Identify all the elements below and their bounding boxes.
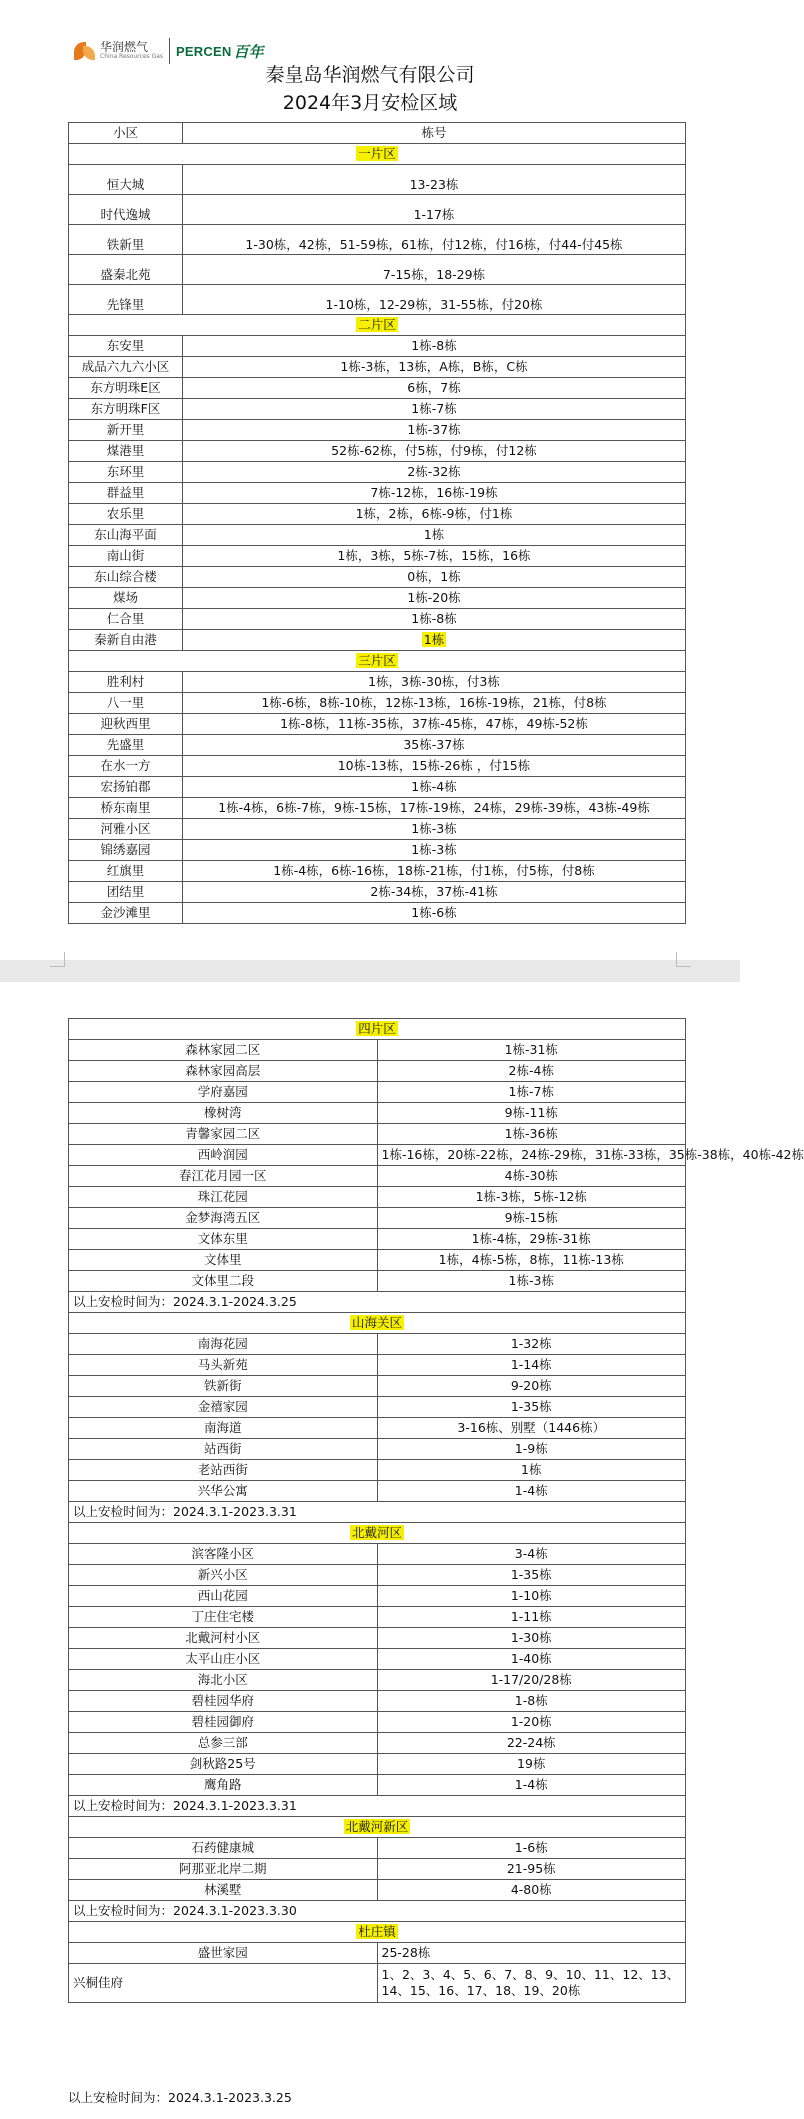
table-row [69, 1733, 686, 1754]
building-numbers: 10栋-13栋，15栋-26栋 ，付15栋 [183, 756, 686, 777]
building-numbers: 6栋，7栋 [183, 378, 686, 399]
building-numbers: 25-28栋 [377, 1943, 686, 1964]
community-name: 丁庄住宅楼 [69, 1607, 378, 1628]
section-row [69, 1523, 686, 1544]
table-row [69, 1691, 686, 1712]
community-name: 铁新里 [69, 225, 183, 255]
section-title: 二片区 [358, 317, 396, 332]
building-numbers: 1栋-20栋 [183, 588, 686, 609]
section-cell [69, 1922, 686, 1943]
inspection-time-row [69, 1292, 686, 1313]
section-title: 三片区 [358, 653, 396, 668]
building-numbers: 22-24栋 [377, 1733, 686, 1754]
table-row [69, 1544, 686, 1565]
section-cell [69, 651, 686, 672]
community-name: 新开里 [69, 420, 183, 441]
inspection-time-note: 以上安检时间为：2024.3.1-2023.3.31 [69, 1502, 686, 1523]
community-name: 先锋里 [69, 285, 183, 315]
community-name: 剑秋路25号 [69, 1754, 378, 1775]
section-row [69, 144, 686, 165]
section-row [69, 1313, 686, 1334]
building-numbers: 1、2、3、4、5、6、7、8、9、10、11、12、13、14、15、16、17、18、19、20栋 [377, 1964, 686, 2003]
building-numbers: 1栋-37栋 [183, 420, 686, 441]
table-row [69, 1145, 686, 1166]
table-header-row [69, 123, 686, 144]
table-row [69, 1460, 686, 1481]
community-name: 站西街 [69, 1439, 378, 1460]
community-name: 群益里 [69, 483, 183, 504]
building-numbers: 1-17/20/28栋 [377, 1670, 686, 1691]
table-row [69, 1418, 686, 1439]
building-numbers: 4栋-30栋 [377, 1166, 686, 1187]
table-row [69, 588, 686, 609]
table-row [69, 609, 686, 630]
building-numbers: 1栋-4栋，29栋-31栋 [377, 1229, 686, 1250]
building-numbers: 1-10栋 [377, 1586, 686, 1607]
community-name: 桥东南里 [69, 798, 183, 819]
footer-inspection-time: 以上安检时间为：2024.3.1-2023.3.25 [68, 2090, 292, 2105]
table-row [69, 1565, 686, 1586]
building-numbers: 21-95栋 [377, 1859, 686, 1880]
section-cell [69, 1523, 686, 1544]
building-numbers: 1-35栋 [377, 1565, 686, 1586]
community-name: 文体东里 [69, 1229, 378, 1250]
building-numbers: 19栋 [377, 1754, 686, 1775]
community-name: 红旗里 [69, 861, 183, 882]
community-name: 宏扬铂郡 [69, 777, 183, 798]
building-numbers: 1-4栋 [377, 1775, 686, 1796]
table-row [69, 357, 686, 378]
table-row [69, 1712, 686, 1733]
section-row [69, 651, 686, 672]
building-numbers: 2栋-34栋，37栋-41栋 [183, 882, 686, 903]
table-row [69, 1397, 686, 1418]
community-name: 南海道 [69, 1418, 378, 1439]
table-row [69, 1859, 686, 1880]
inspection-table-page-2 [68, 1018, 804, 2003]
building-numbers: 1-9栋 [377, 1439, 686, 1460]
community-name: 锦绣嘉园 [69, 840, 183, 861]
community-name: 煤港里 [69, 441, 183, 462]
building-numbers: 7栋-12栋，16栋-19栋 [183, 483, 686, 504]
table-row [69, 798, 686, 819]
community-name: 东山海平面 [69, 525, 183, 546]
community-name: 东山综合楼 [69, 567, 183, 588]
logo-en-name: China Resources Gas [100, 53, 164, 60]
section-title: 山海关区 [351, 1315, 402, 1330]
community-name: 时代逸城 [69, 195, 183, 225]
table-row [69, 504, 686, 525]
community-name: 南海花园 [69, 1334, 378, 1355]
community-name: 兴桐佳府 [69, 1964, 378, 2003]
table-row [69, 1355, 686, 1376]
table-row [69, 693, 686, 714]
building-numbers: 9栋-15栋 [377, 1208, 686, 1229]
building-numbers [183, 630, 686, 651]
community-name: 春江花月园一区 [69, 1166, 378, 1187]
community-name: 石药健康城 [69, 1838, 378, 1859]
inspection-time-row [69, 1502, 686, 1523]
table-row [69, 336, 686, 357]
section-title: 北戴河区 [351, 1525, 402, 1540]
building-numbers: 7-15栋，18-29栋 [183, 255, 686, 285]
document-title: 秦皇岛华润燃气有限公司 [265, 64, 475, 86]
community-name: 东环里 [69, 462, 183, 483]
table-row [69, 441, 686, 462]
table-row [69, 735, 686, 756]
percen-logo: PERCEN [176, 43, 232, 59]
inspection-time-note: 以上安检时间为：2024.3.1-2023.3.31 [69, 1796, 686, 1817]
section-cell [69, 315, 686, 336]
table-row [69, 840, 686, 861]
table-row [69, 777, 686, 798]
table-row [69, 1586, 686, 1607]
building-numbers: 1栋，3栋-30栋，付3栋 [183, 672, 686, 693]
community-name: 金禧家园 [69, 1397, 378, 1418]
building-numbers: 1栋-3栋 [377, 1271, 686, 1292]
community-name: 兴华公寓 [69, 1481, 378, 1502]
community-name: 总参三部 [69, 1733, 378, 1754]
community-name: 马头新苑 [69, 1355, 378, 1376]
building-numbers: 1-35栋 [377, 1397, 686, 1418]
section-cell [69, 1817, 686, 1838]
building-numbers: 1栋-8栋，11栋-35栋，37栋-45栋，47栋，49栋-52栋 [183, 714, 686, 735]
table-row [69, 819, 686, 840]
crop-mark [676, 952, 691, 967]
community-name: 珠江花园 [69, 1187, 378, 1208]
community-name: 阿那亚北岸二期 [69, 1859, 378, 1880]
table-row [69, 1166, 686, 1187]
building-numbers: 9-20栋 [377, 1376, 686, 1397]
building-numbers: 52栋-62栋，付5栋，付9栋，付12栋 [183, 441, 686, 462]
community-name: 恒大城 [69, 165, 183, 195]
community-name: 盛世家园 [69, 1943, 378, 1964]
building-numbers: 1栋 [183, 525, 686, 546]
table-row [69, 420, 686, 441]
community-name: 碧桂园御府 [69, 1712, 378, 1733]
community-name: 在水一方 [69, 756, 183, 777]
table-row [69, 378, 686, 399]
header-community: 小区 [69, 123, 183, 144]
table-row [69, 1334, 686, 1355]
table-row [69, 1124, 686, 1145]
inspection-time-note: 以上安检时间为：2024.3.1-2024.3.25 [69, 1292, 686, 1313]
building-numbers: 1栋-4栋，6栋-7栋，9栋-15栋，17栋-19栋，24栋，29栋-39栋，43栋-49栋 [183, 798, 686, 819]
building-numbers: 1栋，3栋，5栋-7栋，15栋，16栋 [183, 546, 686, 567]
crop-mark [50, 952, 65, 967]
table-row [69, 1943, 686, 1964]
inspection-time-row [69, 1901, 686, 1922]
building-numbers: 0栋，1栋 [183, 567, 686, 588]
community-name: 学府嘉园 [69, 1082, 378, 1103]
table-row [69, 165, 686, 195]
building-numbers: 1栋-4栋，6栋-16栋，18栋-21栋，付1栋，付5栋，付8栋 [183, 861, 686, 882]
building-numbers: 1栋，4栋-5栋，8栋，11栋-13栋 [377, 1250, 686, 1271]
section-cell [69, 1019, 686, 1040]
table-row [69, 1838, 686, 1859]
community-name: 东安里 [69, 336, 183, 357]
community-name: 八一里 [69, 693, 183, 714]
community-name: 成品六九六小区 [69, 357, 183, 378]
table-row [69, 195, 686, 225]
community-name: 老站西街 [69, 1460, 378, 1481]
building-numbers: 1栋-6栋，8栋-10栋，12栋-13栋，16栋-19栋，21栋，付8栋 [183, 693, 686, 714]
section-row [69, 1922, 686, 1943]
building-numbers: 1栋-3栋 [183, 840, 686, 861]
page-gap [0, 960, 740, 982]
table-row [69, 714, 686, 735]
table-row [69, 882, 686, 903]
inspection-table-page-1 [68, 122, 686, 924]
document-page-2 [0, 982, 804, 2119]
table-row [69, 483, 686, 504]
building-numbers: 1栋-16栋，20栋-22栋，24栋-29栋，31栋-33栋，35栋-38栋，40栋-42栋 [377, 1145, 686, 1166]
table-row [69, 1670, 686, 1691]
building-numbers: 1-11栋 [377, 1607, 686, 1628]
table-row [69, 1040, 686, 1061]
section-row [69, 315, 686, 336]
table-row [69, 462, 686, 483]
building-numbers: 1栋-6栋 [183, 903, 686, 924]
building-numbers: 1栋-8栋 [183, 609, 686, 630]
table-row [69, 672, 686, 693]
table-row [69, 630, 686, 651]
building-numbers: 2栋-32栋 [183, 462, 686, 483]
community-name: 文体里二段 [69, 1271, 378, 1292]
table-row [69, 1754, 686, 1775]
community-name: 北戴河村小区 [69, 1628, 378, 1649]
table-row [69, 1376, 686, 1397]
community-name: 南山街 [69, 546, 183, 567]
table-row [69, 1187, 686, 1208]
table-row [69, 399, 686, 420]
table-row [69, 903, 686, 924]
building-numbers: 3-16栋、别墅（1446栋） [377, 1418, 686, 1439]
building-numbers: 2栋-4栋 [377, 1061, 686, 1082]
community-name: 团结里 [69, 882, 183, 903]
table-row [69, 525, 686, 546]
community-name: 秦新自由港 [69, 630, 183, 651]
building-numbers: 1栋-3栋，13栋，A栋，B栋，C栋 [183, 357, 686, 378]
community-name: 西岭润园 [69, 1145, 378, 1166]
building-numbers: 1-40栋 [377, 1649, 686, 1670]
table-row [69, 1628, 686, 1649]
section-row [69, 1817, 686, 1838]
highlighted-value: 1栋 [423, 632, 445, 647]
china-resources-logo-icon [74, 40, 96, 62]
section-title: 北戴河新区 [345, 1819, 409, 1834]
table-row [69, 1481, 686, 1502]
community-name: 碧桂园华府 [69, 1691, 378, 1712]
community-name: 东方明珠F区 [69, 399, 183, 420]
table-row [69, 255, 686, 285]
table-row [69, 225, 686, 255]
table-row [69, 1250, 686, 1271]
community-name: 滨客隆小区 [69, 1544, 378, 1565]
community-name: 青馨家园二区 [69, 1124, 378, 1145]
logo-cn-name: 华润燃气 [100, 40, 149, 54]
building-numbers: 1-30栋 [377, 1628, 686, 1649]
building-numbers: 9栋-11栋 [377, 1103, 686, 1124]
section-title: 杜庄镇 [358, 1924, 396, 1939]
building-numbers: 1栋-31栋 [377, 1040, 686, 1061]
community-name: 东方明珠E区 [69, 378, 183, 399]
table-row [69, 1649, 686, 1670]
community-name: 太平山庄小区 [69, 1649, 378, 1670]
building-numbers: 1栋 [377, 1460, 686, 1481]
building-numbers: 1-4栋 [377, 1481, 686, 1502]
community-name: 煤场 [69, 588, 183, 609]
community-name: 盛秦北苑 [69, 255, 183, 285]
community-name: 铁新街 [69, 1376, 378, 1397]
table-row [69, 1607, 686, 1628]
building-numbers: 1-20栋 [377, 1712, 686, 1733]
table-row [69, 756, 686, 777]
community-name: 新兴小区 [69, 1565, 378, 1586]
inspection-time-note: 以上安检时间为：2024.3.1-2023.3.30 [69, 1901, 686, 1922]
table-row [69, 1208, 686, 1229]
table-row [69, 285, 686, 315]
building-numbers: 1栋-3栋 [183, 819, 686, 840]
community-name: 农乐里 [69, 504, 183, 525]
section-cell [69, 1313, 686, 1334]
table-row [69, 1061, 686, 1082]
table-row [69, 1103, 686, 1124]
table-row [69, 1229, 686, 1250]
table-row [69, 546, 686, 567]
community-name: 鹰角路 [69, 1775, 378, 1796]
table-row [69, 1271, 686, 1292]
building-numbers: 1栋-36栋 [377, 1124, 686, 1145]
building-numbers: 1-32栋 [377, 1334, 686, 1355]
building-numbers: 4-80栋 [377, 1880, 686, 1901]
building-numbers: 1栋-7栋 [183, 399, 686, 420]
community-name: 西山花园 [69, 1586, 378, 1607]
section-title: 四片区 [358, 1021, 396, 1036]
community-name: 先盛里 [69, 735, 183, 756]
community-name: 文体里 [69, 1250, 378, 1271]
building-numbers: 1-30栋，42栋，51-59栋，61栋，付12栋，付16栋，付44-付45栋 [183, 225, 686, 255]
building-numbers: 1栋-8栋 [183, 336, 686, 357]
community-name: 河雅小区 [69, 819, 183, 840]
community-name: 海北小区 [69, 1670, 378, 1691]
community-name: 金沙滩里 [69, 903, 183, 924]
section-cell [69, 144, 686, 165]
header-building: 栋号 [183, 123, 686, 144]
building-numbers: 3-4栋 [377, 1544, 686, 1565]
community-name: 仁合里 [69, 609, 183, 630]
community-name: 胜利村 [69, 672, 183, 693]
community-name: 金梦海湾五区 [69, 1208, 378, 1229]
community-name: 森林家园二区 [69, 1040, 378, 1061]
building-numbers: 1栋-7栋 [377, 1082, 686, 1103]
table-row [69, 1880, 686, 1901]
section-row [69, 1019, 686, 1040]
building-numbers: 1-14栋 [377, 1355, 686, 1376]
document-subtitle: 2024年3月安检区域 [282, 92, 458, 114]
community-name: 迎秋西里 [69, 714, 183, 735]
table-row [69, 861, 686, 882]
table-row [69, 1964, 686, 2003]
community-name: 森林家园高层 [69, 1061, 378, 1082]
building-numbers: 1栋，2栋，6栋-9栋，付1栋 [183, 504, 686, 525]
building-numbers: 1-17栋 [183, 195, 686, 225]
table-row [69, 1775, 686, 1796]
building-numbers: 1-8栋 [377, 1691, 686, 1712]
table-row [69, 1082, 686, 1103]
building-numbers: 13-23栋 [183, 165, 686, 195]
building-numbers: 35栋-37栋 [183, 735, 686, 756]
percen-logo-cn: 百年 [233, 42, 264, 61]
document-page-1 [0, 0, 740, 970]
community-name: 林溪墅 [69, 1880, 378, 1901]
section-title: 一片区 [358, 146, 396, 161]
building-numbers: 1-6栋 [377, 1838, 686, 1859]
building-numbers: 1栋-4栋 [183, 777, 686, 798]
inspection-time-row [69, 1796, 686, 1817]
building-numbers: 1栋-3栋，5栋-12栋 [377, 1187, 686, 1208]
building-numbers: 1-10栋，12-29栋，31-55栋，付20栋 [183, 285, 686, 315]
table-row [69, 567, 686, 588]
table-row [69, 1439, 686, 1460]
community-name: 橡树湾 [69, 1103, 378, 1124]
